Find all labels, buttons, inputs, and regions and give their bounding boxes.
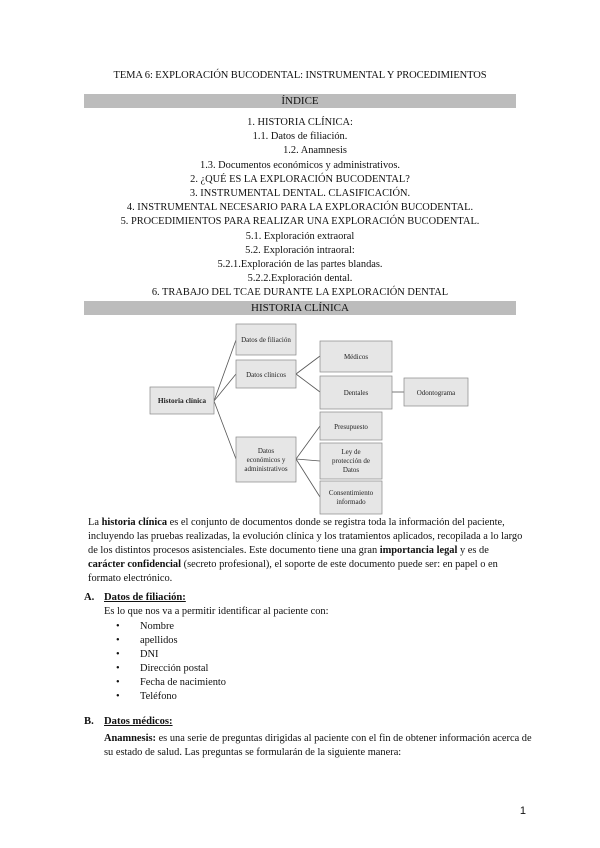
- paragraph-text: La: [88, 517, 102, 528]
- list-item: [104, 662, 226, 676]
- paragraph-text: y es de: [457, 545, 489, 556]
- section-a-intro: Es lo que nos va a permitir identificar al paciente con:: [104, 606, 329, 617]
- diagram-economicos-label: administrativos: [244, 465, 288, 473]
- bullet-icon: •: [116, 677, 120, 688]
- index-heading: ÍNDICE: [281, 95, 319, 107]
- anamnesis-label: Anamnesis:: [104, 733, 156, 744]
- list-item-text: DNI: [140, 649, 159, 660]
- page-number: 1: [519, 805, 526, 817]
- list-item: [104, 690, 226, 704]
- bullet-icon: •: [116, 635, 120, 646]
- diagram-economicos-label: Datos: [257, 447, 275, 455]
- list-item-text: apellidos: [140, 635, 178, 646]
- list-item-text: Nombre: [140, 621, 175, 632]
- bullet-icon: •: [116, 649, 120, 660]
- toc-item: 1.1. Datos de filiación.: [252, 131, 348, 143]
- list-item: [104, 676, 226, 690]
- diagram-consentimiento-label: Consentimiento: [328, 489, 374, 497]
- section-b-letter: B.: [84, 716, 94, 727]
- list-item-text: Fecha de nacimiento: [140, 677, 226, 688]
- diagram-dentales-label: Dentales: [343, 389, 369, 397]
- diagram-clinicos-label: Datos clínicos: [246, 371, 286, 379]
- toc-item: 6. TRABAJO DEL TCAE DURANTE LA EXPLORACIÓN DENTAL: [151, 287, 449, 299]
- diagram-ley-label: Datos: [342, 466, 360, 474]
- section-b-title: Datos médicos:: [104, 716, 173, 727]
- toc-item: 1.2. Anamnesis: [283, 145, 347, 157]
- paragraph-text: es el conjunto de documentos donde se registra toda la información del paciente, incluyendo las pruebas realizadas, la evolución clínica y los tratamientos aplicados, recopilada a lo largo de los distintos procesos asistenciales. Este documento tiene una gran: [88, 517, 523, 556]
- toc-item: 5.1. Exploración extraoral: [245, 230, 355, 242]
- document-title: TEMA 6: EXPLORACIÓN BUCODENTAL: INSTRUMENTAL Y PROCEDIMIENTOS: [113, 70, 487, 81]
- diagram-presupuesto-label: Presupuesto: [334, 423, 368, 431]
- filiacion-list: [104, 620, 226, 704]
- anamnesis-paragraph: [104, 732, 534, 760]
- diagram-ley-label: protección de: [332, 457, 370, 465]
- bullet-icon: •: [116, 663, 120, 674]
- paragraph-bold-term: historia clínica: [101, 517, 168, 528]
- bullet-icon: •: [116, 621, 120, 632]
- historia-clinica-paragraph: [88, 516, 528, 586]
- toc-item: 5. PROCEDIMIENTOS PARA REALIZAR UNA EXPLORACIÓN BUCODENTAL.: [120, 216, 480, 228]
- section-a-title: Datos de filiación:: [104, 592, 186, 603]
- list-item: [104, 620, 226, 634]
- diagram-medicos-label: Médicos: [343, 353, 369, 361]
- toc-item: 3. INSTRUMENTAL DENTAL. CLASIFICACIÓN.: [189, 188, 411, 200]
- toc-item: 5.2.2.Exploración dental.: [247, 273, 353, 285]
- bullet-icon: •: [116, 691, 120, 702]
- toc-item: 5.2.1.Exploración de las partes blandas.: [217, 259, 383, 271]
- list-item-text: Teléfono: [140, 691, 177, 702]
- section-b-heading: [84, 716, 173, 727]
- section-heading: HISTORIA CLÍNICA: [251, 302, 349, 314]
- diagram-economicos-label: económicos y: [246, 456, 286, 464]
- paragraph-bold-term: carácter confidencial: [88, 559, 182, 570]
- diagram-consentimiento-label: informado: [336, 498, 366, 506]
- list-item: [104, 648, 226, 662]
- section-a-letter: A.: [84, 592, 95, 603]
- anamnesis-text: es una serie de preguntas dirigidas al paciente con el fin de obtener información acerca de su estado de salud. Las preguntas se formularán de la siguiente manera:: [104, 733, 532, 758]
- list-item: [104, 634, 226, 648]
- toc-item: 1. HISTORIA CLÍNICA:: [247, 117, 353, 128]
- diagram-filiacion-label: Datos de filiación: [241, 336, 291, 344]
- toc-item: 5.2. Exploración intraoral:: [245, 244, 355, 256]
- section-a-heading: [84, 592, 186, 603]
- diagram-odontograma-label: Odontograma: [416, 389, 456, 397]
- toc-item: 1.3. Documentos económicos y administrativos.: [200, 159, 400, 171]
- toc-item: 4. INSTRUMENTAL NECESARIO PARA LA EXPLORACIÓN BUCODENTAL.: [126, 202, 474, 214]
- paragraph-bold-term: importancia legal: [379, 545, 458, 556]
- paragraph-text: (secreto profesional), el soporte de este documento puede ser: en papel o en formato electrónico.: [88, 559, 498, 584]
- diagram-ley-label: Ley de: [341, 448, 361, 456]
- diagram-root-label: Historia clínica: [157, 396, 207, 405]
- list-item-text: Dirección postal: [140, 663, 209, 674]
- toc-item: 2. ¿QUÉ ES LA EXPLORACIÓN BUCODENTAL?: [190, 173, 410, 185]
